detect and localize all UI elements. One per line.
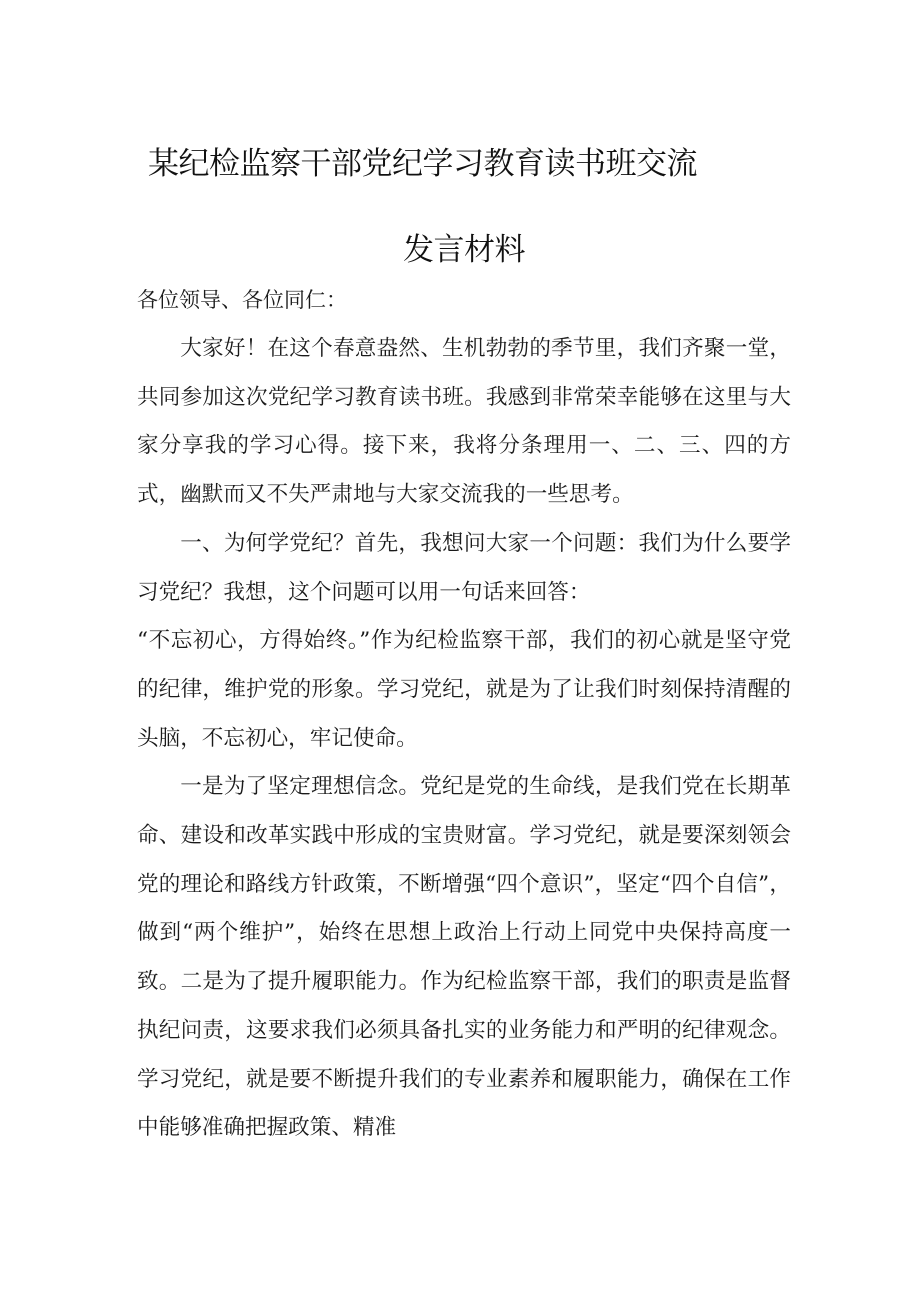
- document-title-line-2: 发言材料: [403, 232, 525, 268]
- document-title-line-1: 某纪检监察干部党纪学习教育读书班交流: [148, 146, 697, 182]
- paragraph-greeting: 大家好！在这个春意盎然、生机勃勃的季节里，我们齐聚一堂，共同参加这次党纪学习教育读书班。我感到非常荣幸能够在这里与大家分享我的学习心得。接下来，我将分条理用一、二、三、四的方式，幽默而又不失严肃地与大家交流我的一些思考。: [137, 336, 791, 508]
- document-body: [137, 325, 791, 1153]
- paragraph-section-one: 一、为何学党纪？首先，我想问大家一个问题：我们为什么要学习党纪？我想，这个问题可以用一句话来回答：: [137, 530, 791, 605]
- paragraph-quote: “不忘初心，方得始终。”作为纪检监察干部，我们的初心就是坚守党的纪律，维护党的形象。学习党纪，就是为了让我们时刻保持清醒的头脑，不忘初心，牢记使命。: [137, 628, 791, 751]
- paragraph-reasons: 一是为了坚定理想信念。党纪是党的生命线，是我们党在长期革命、建设和改革实践中形成的宝贵财富。学习党纪，就是要深刻领会党的理论和路线方针政策，不断增强“四个意识”，坚定“四个自信”，做到“两个维护”，始终在思想上政治上行动上同党中央保持高度一致。二是为了提升履职能力。作为纪检监察干部，我们的职责是监督执纪问责，这要求我们必须具备扎实的业务能力和严明的纪律观念。学习党纪，就是要不断提升我们的专业素养和履职能力，确保在工作中能够准确把握政策、精准: [137, 774, 791, 1141]
- salutation: 各位领导、各位同仁：: [137, 288, 347, 312]
